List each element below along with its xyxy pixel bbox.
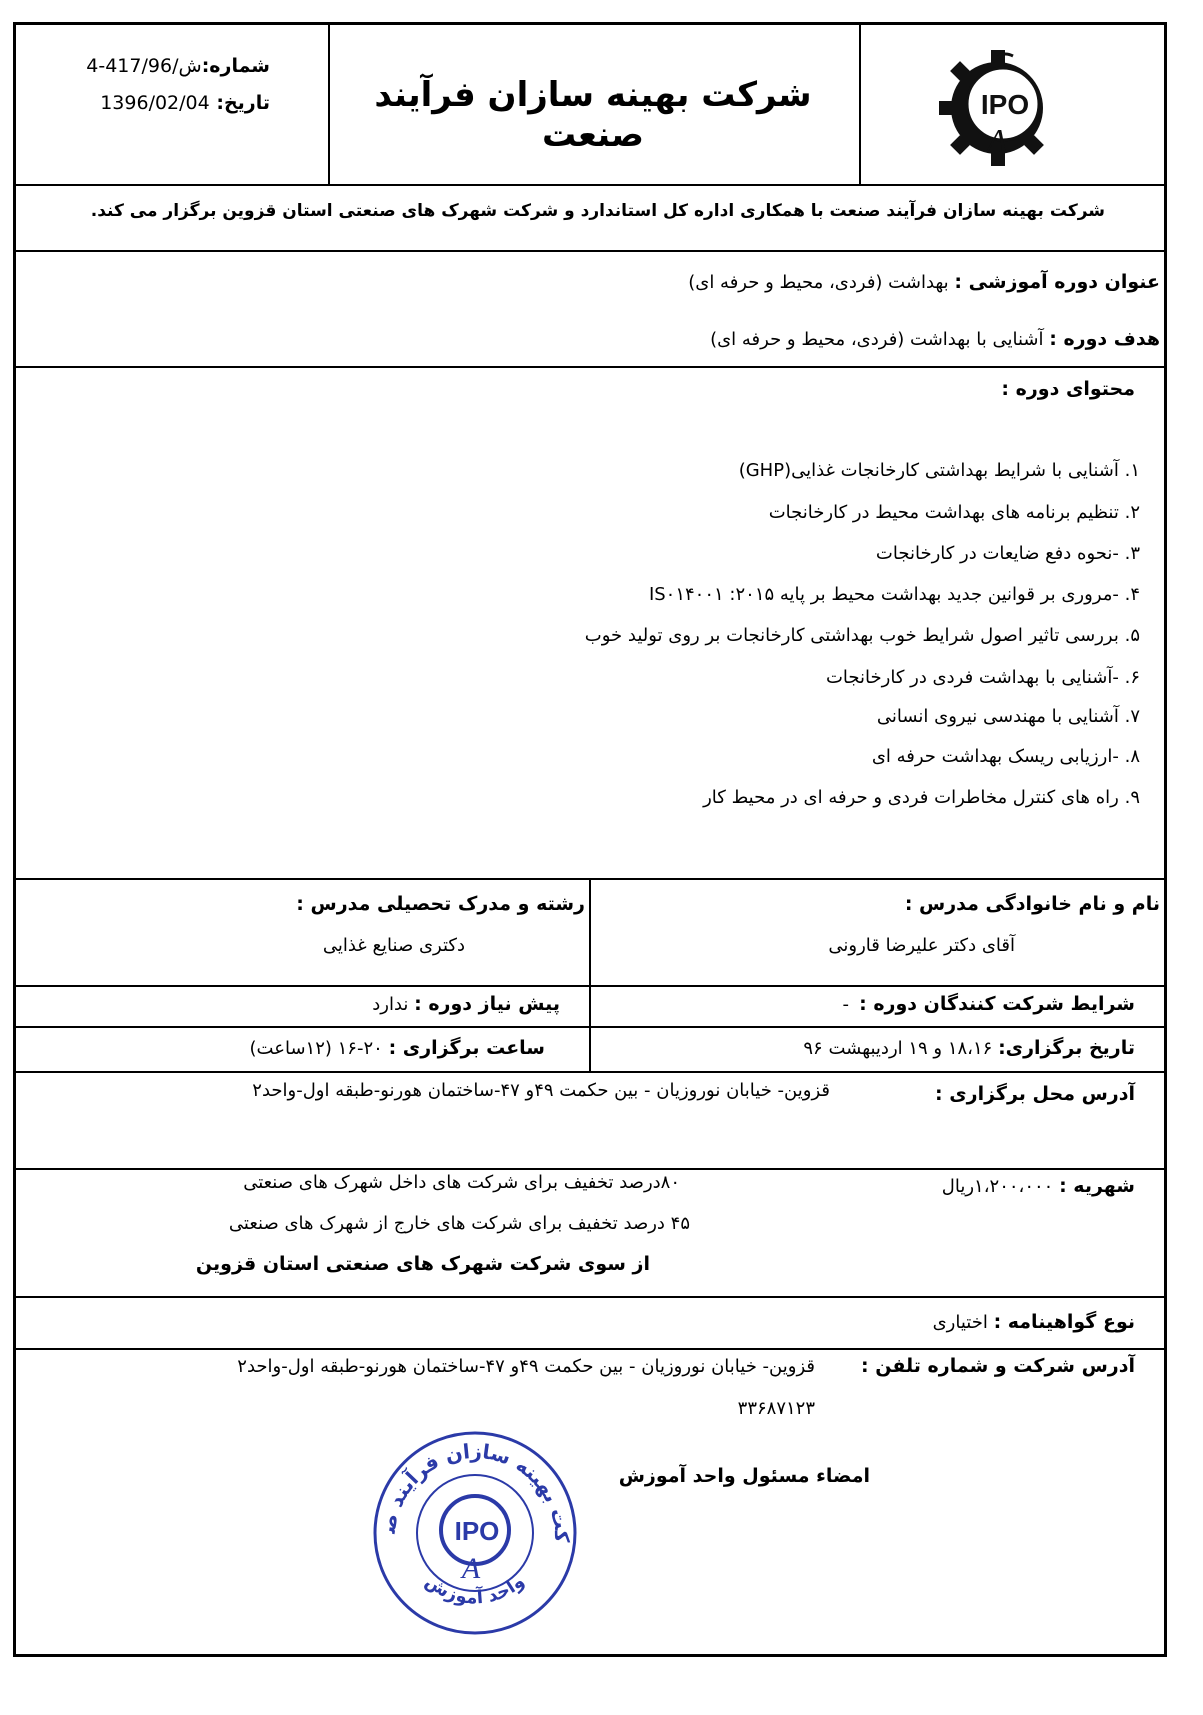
divider [589, 879, 591, 1072]
prerequisite-value: ندارد [372, 994, 415, 1015]
instructor-field-value: دکتری صنایع غذایی [322, 935, 465, 956]
fee-discount-source: از سوی شرکت شهرک های صنعتی استان قزوین [195, 1253, 650, 1275]
content-item: ۳. -نحوه دفع ضایعات در کارخانجات [875, 543, 1140, 564]
participants-label: شرایط شرکت کنندگان دوره : [859, 993, 1135, 1015]
svg-text:IPO: IPO [454, 1516, 500, 1546]
course-title [30, 271, 1160, 293]
venue-value: قزوین- خیابان نوروزیان - بین حکمت ۴۹و ۴۷-ساختمان هورنو-طبقه اول-واحد۲ [252, 1080, 830, 1101]
divider [15, 250, 1165, 252]
certificate [600, 1311, 1135, 1333]
course-time-label: ساعت برگزاری : [388, 1037, 545, 1059]
course-goal-label: هدف دوره : [1049, 328, 1160, 350]
company-logo [935, 40, 1065, 170]
instructor-field-label: رشته و مدرک تحصیلی مدرس : [296, 893, 585, 915]
course-title-label: عنوان دوره آموزشی : [954, 271, 1160, 293]
intro-text: شرکت بهینه سازان فرآیند صنعت با همکاری اداره کل استاندارد و شرکت شهرک های صنعتی استان قزوین برگزار می کند. [90, 201, 1105, 221]
course-date-label: تاریخ برگزاری: [998, 1037, 1135, 1059]
doc-number-value: 4-417/ش/96 [86, 55, 202, 77]
divider [15, 1168, 1165, 1170]
svg-text:شرکت بهینه سازان فرآیند صنعت: کت بهینه سازان فرآیند ص [375, 1438, 575, 1543]
content-item: ۷. آشنایی با مهندسی نیروی انسانی [876, 706, 1140, 727]
fee-discount-inside: ۸۰درصد تخفیف برای شرکت های داخل شهرک های صنعتی [243, 1172, 680, 1193]
participants-value: - [842, 994, 849, 1015]
divider [328, 24, 330, 186]
gear-logo-icon [935, 40, 1065, 170]
doc-number [60, 55, 270, 77]
venue-label: آدرس محل برگزاری : [935, 1083, 1135, 1105]
content-item: ۴. -مروری بر قوانین جدید بهداشت محیط بر پایه ۲۰۱۵: IS۰۱۴۰۰۱ [648, 584, 1140, 605]
divider [15, 184, 1165, 186]
divider [15, 1071, 1165, 1073]
signature-label: امضاء مسئول واحد آموزش [618, 1465, 870, 1487]
svg-text:واحد آموزش: واحد آموزش [421, 1570, 529, 1609]
company-stamp [365, 1418, 585, 1638]
svg-text:A: A [461, 1552, 481, 1585]
fee-discount-outside: ۴۵ درصد تخفیف برای شرکت های خارج از شهرک های صنعتی [228, 1213, 690, 1234]
course-date [595, 1037, 1135, 1059]
course-goal [30, 328, 1160, 350]
contact-address: قزوین- خیابان نوروزیان - بین حکمت ۴۹و ۴۷-ساختمان هورنو-طبقه اول-واحد۲ [237, 1356, 815, 1377]
content-heading: محتوای دوره : [1001, 378, 1135, 400]
instructor-name-value: آقای دکتر علیرضا قارونی [828, 935, 1015, 956]
fee-label: شهریه : [1059, 1175, 1135, 1197]
svg-text:IPO: IPO [980, 89, 1030, 120]
content-item: ۱. آشنایی با شرایط بهداشتی کارخانجات غذایی(GHP) [738, 460, 1140, 481]
contact-label: آدرس شرکت و شماره تلفن : [861, 1355, 1135, 1377]
fee [850, 1175, 1135, 1197]
fee-value: ۱،۲۰۰،۰۰۰ریال [941, 1176, 1060, 1197]
divider [15, 366, 1165, 368]
course-date-value: ۱۸،۱۶ و ۱۹ اردیبهشت ۹۶ [803, 1038, 999, 1059]
doc-date-value: 1396/02/04 [100, 92, 210, 114]
content-item: ۶. -آشنایی با بهداشت فردی در کارخانجات [825, 667, 1140, 688]
content-item: ۲. تنظیم برنامه های بهداشت محیط در کارخانجات [768, 502, 1140, 523]
prerequisite [25, 993, 560, 1015]
divider [15, 985, 1165, 987]
company-title: شرکت بهینه سازان فرآیند صنعت [374, 75, 812, 155]
contact-phone: ۳۳۶۸۷۱۲۳ [737, 1398, 815, 1419]
course-goal-value: آشنایی با بهداشت (فردی، محیط و حرفه ای) [710, 329, 1050, 350]
course-title-value: بهداشت (فردی، محیط و حرفه ای) [688, 272, 955, 293]
divider [859, 24, 861, 186]
certificate-value: اختیاری [932, 1312, 994, 1333]
divider [15, 1026, 1165, 1028]
instructor-name-label: نام و نام خانوادگی مدرس : [904, 893, 1160, 915]
svg-text:A: A [986, 123, 1008, 160]
doc-date-label: تاریخ: [216, 92, 270, 114]
prerequisite-label: پیش نیاز دوره : [414, 993, 560, 1015]
divider [15, 1348, 1165, 1350]
doc-date [60, 92, 270, 114]
doc-number-label: شماره: [201, 55, 270, 77]
content-item: ۵. بررسی تاثیر اصول شرایط خوب بهداشتی کارخانجات بر روی تولید خوب [584, 625, 1140, 646]
stamp-icon [365, 1418, 585, 1638]
divider [15, 1296, 1165, 1298]
course-time [25, 1037, 545, 1059]
certificate-label: نوع گواهینامه : [993, 1311, 1135, 1333]
content-item: ۸. -ارزیابی ریسک بهداشت حرفه ای [871, 746, 1140, 767]
course-time-value: ۲۰-۱۶ (۱۲ساعت) [249, 1038, 389, 1059]
participants [595, 993, 1135, 1015]
content-item: ۹. راه های کنترل مخاطرات فردی و حرفه ای در محیط کار [703, 787, 1140, 808]
